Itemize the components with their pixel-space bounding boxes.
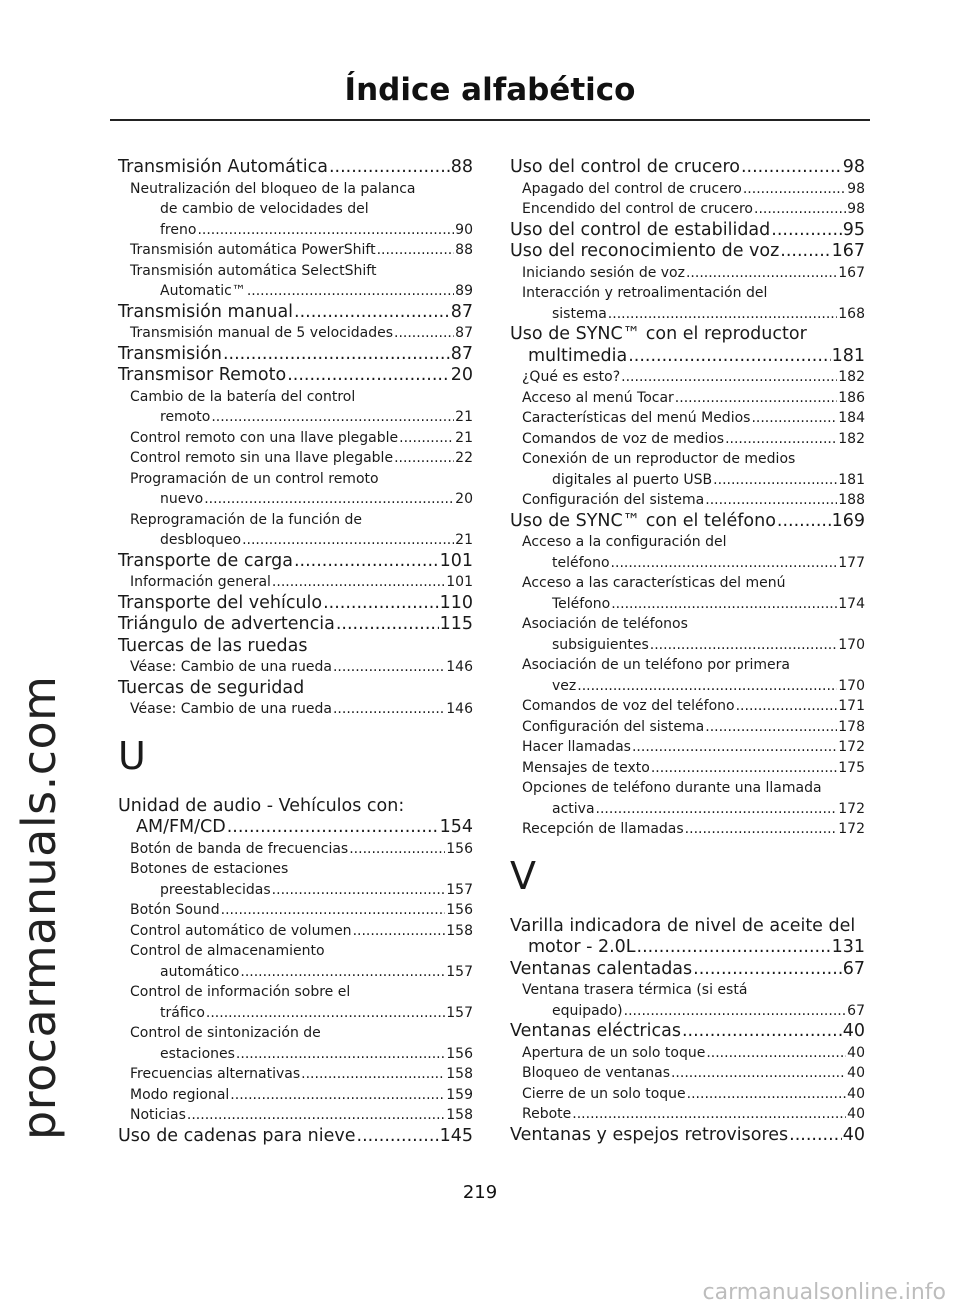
page-reference: 182 (838, 430, 865, 447)
dot-leader (682, 1021, 842, 1043)
page-reference: 188 (838, 492, 865, 508)
page-reference: 156 (446, 902, 473, 918)
index-subentry (118, 261, 473, 302)
entry-text: de cambio de velocidades del (160, 201, 369, 217)
index-subentry (510, 696, 865, 717)
dot-leader (743, 179, 846, 200)
dot-leader (230, 1085, 445, 1106)
index-entry (510, 324, 865, 367)
dot-leader (377, 240, 455, 261)
page-reference: 98 (847, 180, 865, 197)
entry-text: Encendido del control de crucero (522, 201, 753, 217)
entry-text: Programación de un control remoto (130, 470, 379, 487)
index-subentry (118, 1085, 473, 1106)
page-reference: 145 (439, 1125, 473, 1146)
entry-text: Véase: Cambio de una rueda (130, 659, 332, 675)
page-reference: 101 (439, 550, 473, 571)
index-entry (510, 241, 865, 263)
dot-leader (349, 839, 445, 860)
entry-text: Botón Sound (130, 902, 220, 918)
dot-leader (221, 900, 446, 921)
index-entry (118, 593, 473, 615)
entry-text: vez (552, 677, 577, 694)
entry-text: ¿Qué es esto? (522, 369, 621, 385)
page-reference: 146 (446, 701, 473, 717)
page-reference: 67 (847, 1002, 865, 1019)
dot-leader (211, 407, 454, 428)
entry-text: Unidad de audio - Vehículos con: (118, 795, 405, 816)
page-reference: 177 (838, 554, 865, 571)
dot-leader (685, 819, 838, 840)
entry-text: equipado) (552, 1002, 623, 1019)
dot-leader (294, 302, 450, 324)
index-subentry (510, 655, 865, 696)
entry-text: Hacer llamadas (522, 739, 631, 755)
index-subentry (118, 900, 473, 921)
entry-text: Asociación de un teléfono por primera (522, 657, 790, 673)
entry-text: Uso de SYNC™ con el reproductor (510, 324, 807, 344)
dot-leader (272, 880, 446, 901)
page-reference: 21 (455, 532, 473, 548)
dot-leader (329, 157, 450, 179)
page-reference: 167 (838, 264, 865, 281)
page-reference: 178 (838, 718, 865, 735)
index-subentry (510, 819, 865, 840)
index-entry (118, 157, 473, 179)
page-reference: 158 (446, 922, 473, 939)
entry-text: Transmisión (118, 343, 222, 364)
index-entry (118, 796, 473, 839)
dot-leader (333, 699, 445, 720)
page-reference: 40 (842, 1021, 865, 1041)
entry-text: Ventanas calentadas (510, 958, 693, 979)
page-number: 219 (462, 1182, 498, 1203)
entry-text: Asociación de teléfonos (522, 616, 688, 632)
index-subentry (118, 699, 473, 720)
dot-leader (705, 717, 837, 738)
index-subentry (510, 388, 865, 409)
entry-text: Neutralización del bloqueo de la palanca (130, 180, 416, 197)
dot-leader (725, 429, 837, 450)
page-reference: 90 (455, 221, 473, 238)
title-divider (110, 119, 870, 121)
dot-leader (353, 921, 446, 942)
index-subentry (118, 448, 473, 469)
index-entry (118, 302, 473, 324)
index-column-left (118, 157, 473, 1147)
entry-text: Triángulo de advertencia (118, 614, 335, 634)
dot-leader (399, 428, 454, 449)
index-subentry (510, 980, 865, 1021)
entry-text: motor - 2.0L (528, 937, 636, 957)
dot-leader (323, 593, 438, 615)
index-subentry (510, 1063, 865, 1084)
page-reference: 157 (446, 1004, 473, 1021)
dot-leader (206, 1003, 445, 1024)
dot-leader (675, 388, 837, 409)
page-reference: 184 (838, 410, 865, 426)
index-subentry (510, 737, 865, 758)
page-reference: 171 (838, 698, 865, 714)
page-reference: 101 (446, 574, 473, 590)
index-subentry (510, 429, 865, 450)
entry-text: Botón de banda de frecuencias (130, 840, 349, 857)
page-reference: 186 (838, 389, 865, 406)
dot-leader (608, 304, 837, 325)
entry-text: Acceso al menú Tocar (522, 389, 674, 406)
dot-leader (789, 1125, 842, 1147)
dot-leader (671, 1063, 846, 1084)
side-watermark: procarmanuals.com (12, 675, 66, 1140)
page-reference: 98 (847, 201, 865, 217)
page-reference: 40 (842, 1124, 865, 1145)
dot-leader (780, 241, 830, 263)
index-subentry (118, 1023, 473, 1064)
entry-text: desbloqueo (160, 532, 242, 548)
entry-text: Transmisión manual (118, 301, 294, 322)
index-subentry (510, 778, 865, 819)
dot-leader (706, 1043, 846, 1064)
entry-text: Automatic™ (160, 283, 246, 299)
page-reference: 20 (450, 365, 473, 385)
page-reference: 172 (838, 739, 865, 755)
page-title: Índice alfabético (344, 72, 636, 108)
page-reference: 181 (831, 345, 865, 366)
index-subentry (510, 263, 865, 284)
dot-leader (394, 323, 454, 344)
dot-leader (754, 199, 846, 220)
dot-leader (686, 263, 837, 284)
page-reference: 157 (446, 963, 473, 980)
page-reference: 170 (838, 636, 865, 653)
index-subentry (510, 449, 865, 490)
entry-text: nuevo (160, 491, 204, 507)
index-subentry (510, 717, 865, 738)
entry-text: Botones de estaciones (130, 861, 289, 877)
entry-text: multimedia (528, 345, 628, 366)
index-subentry (118, 572, 473, 593)
page-reference: 20 (455, 491, 473, 507)
entry-text: Tuercas de seguridad (118, 677, 305, 698)
dot-leader (621, 367, 837, 388)
page-reference: 169 (831, 510, 865, 531)
dot-leader (693, 959, 842, 981)
entry-text: tráfico (160, 1004, 205, 1021)
dot-leader (197, 220, 454, 241)
entry-text: Reprogramación de la función de (130, 511, 363, 528)
page-reference: 88 (455, 242, 473, 258)
entry-text: Apertura de un solo toque (522, 1044, 706, 1061)
entry-text: Comandos de voz de medios (522, 430, 725, 447)
dot-leader (394, 448, 454, 469)
entry-text: estaciones (160, 1045, 235, 1062)
entry-text: Uso de cadenas para nieve (118, 1125, 356, 1146)
dot-leader (357, 1126, 439, 1148)
dot-leader (204, 489, 454, 510)
entry-text: Ventana trasera térmica (si está (522, 982, 748, 998)
dot-leader (333, 657, 445, 678)
page-reference: 40 (847, 1044, 865, 1061)
entry-text: sistema (552, 305, 607, 322)
page-reference: 131 (831, 937, 865, 957)
page-reference: 159 (446, 1086, 473, 1103)
page-reference: 40 (847, 1106, 865, 1122)
entry-text: AM/FM/CD (136, 817, 226, 837)
entry-text: Transporte de carga (118, 550, 293, 571)
index-subentry (510, 199, 865, 220)
page-reference: 67 (842, 958, 865, 979)
page-reference: 181 (838, 471, 865, 488)
page-reference: 22 (455, 450, 473, 466)
index-subentry (118, 240, 473, 261)
dot-leader (577, 676, 837, 697)
entry-text: Iniciando sesión de voz (522, 264, 685, 281)
dot-leader (611, 553, 838, 574)
index-subentry (510, 614, 865, 655)
index-subentry (510, 758, 865, 779)
dot-leader (611, 594, 837, 615)
dot-leader (637, 937, 831, 959)
entry-text: freno (160, 221, 197, 238)
entry-text: Frecuencias alternativas (130, 1066, 301, 1082)
entry-text: Acceso a la configuración del (522, 534, 727, 550)
index-entry (510, 157, 865, 179)
index-subentry (510, 1084, 865, 1105)
dot-leader (240, 962, 445, 983)
dot-leader (572, 1104, 846, 1125)
entry-text: Control de sintonización de (130, 1025, 321, 1041)
dot-leader (624, 1001, 847, 1022)
page-reference: 172 (838, 821, 865, 837)
entry-text: Transmisión Automática (118, 157, 328, 177)
dot-leader (771, 220, 841, 242)
entry-text: Información general (130, 574, 271, 590)
entry-text: digitales al puerto USB (552, 471, 713, 488)
entry-text: Transporte del vehículo (118, 592, 323, 613)
entry-text: Recepción de llamadas (522, 821, 684, 837)
page-reference: 154 (439, 817, 473, 837)
entry-text: Noticias (130, 1107, 186, 1123)
index-entry (118, 636, 473, 658)
page-reference: 21 (455, 409, 473, 425)
index-entry (510, 1021, 865, 1043)
index-entry (118, 1126, 473, 1148)
entry-text: Acceso a las características del menú (522, 575, 786, 591)
index-section-letter: U (118, 733, 146, 778)
entry-text: Transmisión automática SelectShift (130, 262, 377, 279)
page-reference: 156 (446, 1045, 473, 1062)
entry-text: Características del menú Medios (522, 410, 751, 426)
entry-text: Cierre de un solo toque (522, 1085, 686, 1102)
entry-text: Transmisión manual de 5 velocidades (130, 325, 393, 341)
index-subentry (118, 982, 473, 1023)
index-entry (510, 916, 865, 959)
dot-leader (713, 470, 837, 491)
dot-leader (287, 365, 450, 387)
dot-leader (336, 614, 439, 636)
dot-leader (705, 490, 837, 511)
page-reference: 40 (847, 1085, 865, 1102)
dot-leader (751, 408, 837, 429)
entry-text: Cambio de la batería del control (130, 388, 356, 405)
page-reference: 110 (439, 592, 473, 613)
page-reference: 87 (455, 325, 473, 341)
entry-text: Teléfono (552, 595, 611, 612)
dot-leader (223, 344, 450, 366)
index-subentry (510, 283, 865, 324)
page-reference: 95 (842, 219, 865, 240)
entry-text: Transmisión automática PowerShift (130, 242, 376, 258)
dot-leader (236, 1044, 445, 1065)
entry-text: teléfono (552, 554, 610, 571)
dot-leader (741, 157, 842, 179)
index-subentry (118, 1064, 473, 1085)
index-subentry (118, 839, 473, 860)
index-entry (118, 344, 473, 366)
page-reference: 158 (446, 1107, 473, 1123)
index-section-letter: V (510, 853, 536, 898)
page-reference: 172 (838, 800, 865, 817)
dot-leader (651, 758, 837, 779)
index-subentry (510, 532, 865, 573)
page-reference: 157 (446, 881, 473, 898)
page-reference: 170 (838, 677, 865, 694)
index-subentry (118, 428, 473, 449)
dot-leader (301, 1064, 445, 1085)
index-entry (118, 551, 473, 573)
entry-text: Control remoto sin una llave plegable (130, 450, 394, 466)
index-subentry (510, 408, 865, 429)
entry-text: Control de almacenamiento (130, 943, 325, 959)
page-reference: 167 (831, 241, 865, 261)
dot-leader (272, 572, 445, 593)
entry-text: Uso del control de crucero (510, 157, 740, 177)
entry-text: Transmisor Remoto (118, 365, 287, 385)
index-subentry (118, 1105, 473, 1126)
page-reference: 175 (838, 759, 865, 776)
index-subentry (118, 921, 473, 942)
entry-text: Comandos de voz del teléfono (522, 698, 735, 714)
entry-text: Uso del control de estabilidad (510, 219, 771, 240)
index-subentry (118, 510, 473, 551)
entry-text: Rebote (522, 1106, 572, 1122)
entry-text: Varilla indicadora de nivel de aceite del (510, 915, 856, 936)
index-entry (510, 959, 865, 981)
entry-text: Tuercas de las ruedas (118, 635, 308, 656)
index-subentry (118, 179, 473, 241)
page-reference: 146 (446, 659, 473, 675)
index-entry (510, 1125, 865, 1147)
entry-text: Ventanas y espejos retrovisores (510, 1124, 789, 1145)
entry-text: subsiguientes (552, 636, 649, 653)
entry-text: Mensajes de texto (522, 759, 650, 776)
entry-text: Opciones de teléfono durante una llamada (522, 780, 822, 796)
index-subentry (118, 323, 473, 344)
entry-text: Conexión de un reproductor de medios (522, 451, 796, 467)
page-reference: 87 (450, 301, 473, 322)
dot-leader (187, 1105, 445, 1126)
entry-text: Configuración del sistema (522, 718, 705, 735)
dot-leader (650, 635, 837, 656)
index-entry (510, 511, 865, 533)
entry-text: Configuración del sistema (522, 492, 705, 508)
index-subentry (510, 490, 865, 511)
page-reference: 87 (450, 343, 473, 364)
dot-leader (227, 817, 439, 839)
entry-text: Uso del reconocimiento de voz (510, 241, 780, 261)
entry-text: Modo regional (130, 1086, 230, 1103)
page-reference: 98 (842, 157, 865, 177)
index-entry (118, 614, 473, 636)
dot-leader (242, 530, 454, 551)
index-entry (510, 220, 865, 242)
entry-text: remoto (160, 409, 211, 425)
index-column-right (510, 157, 865, 1146)
index-subentry (118, 469, 473, 510)
page-reference: 168 (838, 305, 865, 322)
index-entry (118, 678, 473, 700)
entry-text: Ventanas eléctricas (510, 1021, 681, 1041)
entry-text: automático (160, 963, 240, 980)
entry-text: activa (552, 800, 595, 817)
entry-text: Control automático de volumen (130, 922, 352, 939)
entry-text: Bloqueo de ventanas (522, 1065, 670, 1081)
index-subentry (118, 657, 473, 678)
dot-leader (687, 1084, 847, 1105)
entry-text: Control de información sobre el (130, 984, 351, 1000)
dot-leader (777, 511, 831, 533)
index-subentry (510, 1104, 865, 1125)
entry-text: Véase: Cambio de una rueda (130, 701, 332, 717)
entry-text: Interacción y retroalimentación del (522, 285, 768, 301)
entry-text: Control remoto con una llave plegable (130, 429, 399, 446)
page-reference: 156 (446, 840, 473, 857)
page-reference: 174 (838, 595, 865, 612)
dot-leader (628, 346, 830, 368)
dot-leader (294, 551, 439, 573)
entry-text: preestablecidas (160, 881, 271, 898)
entry-text: Uso de SYNC™ con el teléfono (510, 510, 776, 531)
dot-leader (736, 696, 838, 717)
entry-text: Apagado del control de crucero (522, 180, 742, 197)
index-subentry (118, 941, 473, 982)
index-subentry (510, 367, 865, 388)
page-reference: 88 (450, 157, 473, 177)
page-reference: 89 (455, 283, 473, 299)
index-subentry (118, 859, 473, 900)
page-reference: 115 (439, 614, 473, 634)
index-subentry (510, 573, 865, 614)
page-reference: 40 (847, 1065, 865, 1081)
bottom-watermark: carmanualsonline.info (702, 1280, 946, 1305)
page-reference: 158 (446, 1066, 473, 1082)
index-subentry (118, 387, 473, 428)
dot-leader (632, 737, 837, 758)
page-reference: 21 (455, 429, 473, 446)
dot-leader (596, 799, 838, 820)
index-subentry (510, 1043, 865, 1064)
page-reference: 182 (838, 369, 865, 385)
index-entry (118, 365, 473, 387)
dot-leader (247, 281, 454, 302)
index-subentry (510, 179, 865, 200)
